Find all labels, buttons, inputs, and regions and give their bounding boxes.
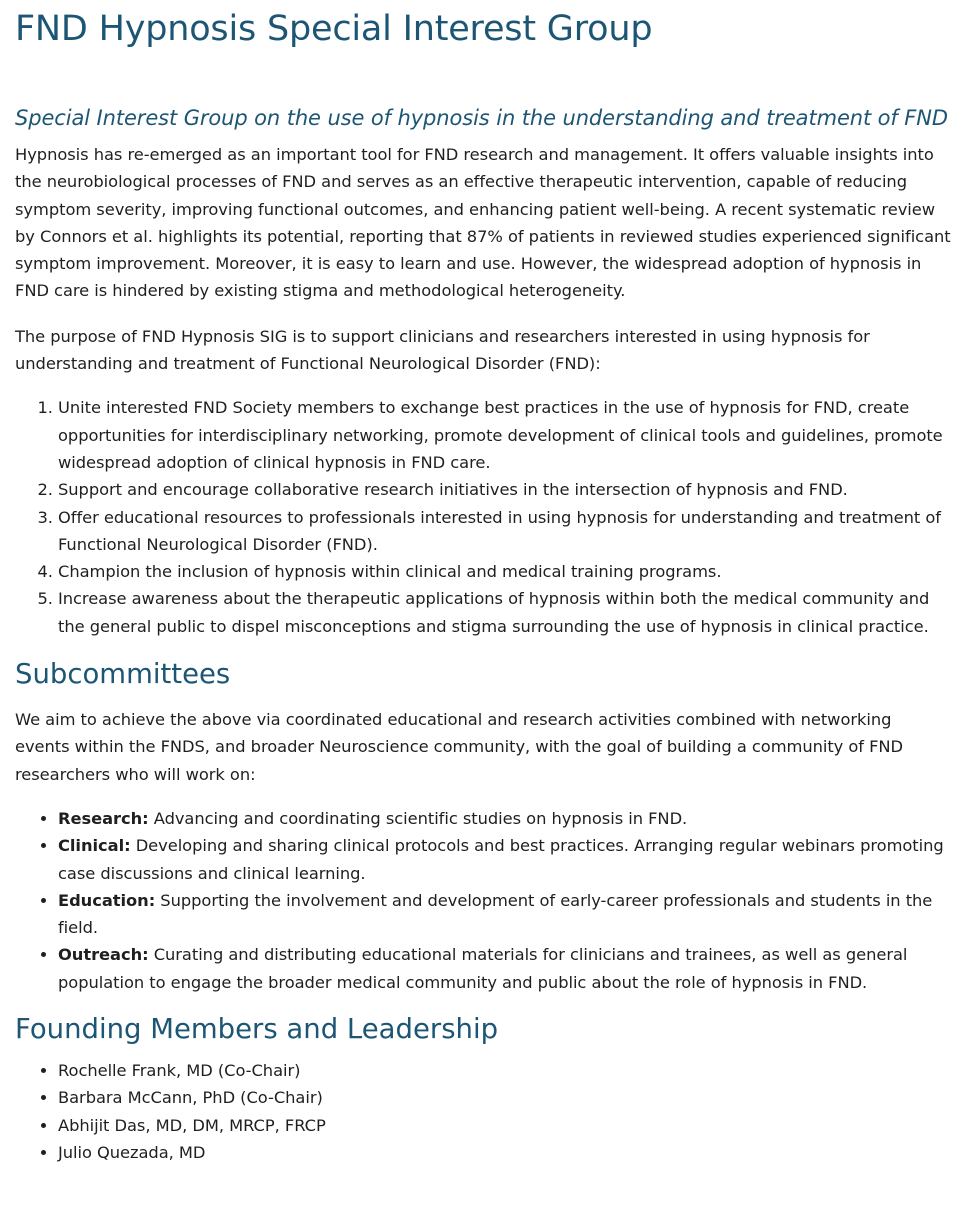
page-content	[0, 7, 966, 1166]
member-item: • Rochelle Frank, MD (Co-Chair)	[58, 1057, 951, 1084]
subcommittee-label: Outreach:	[58, 945, 149, 965]
members-list	[15, 1057, 951, 1166]
subcommittee-list	[15, 805, 951, 996]
goals-list	[15, 394, 951, 640]
goal-item: 3. Offer educational resources to professionals interested in using hypnosis for understanding and treatment of Functional Neurological Disorder (FND).	[58, 504, 951, 559]
purpose-paragraph: The purpose of FND Hypnosis SIG is to support clinicians and researchers interested in using hypnosis for understanding and treatment of Functional Neurological Disorder (FND):	[15, 326, 870, 374]
subcommittee-label: Education:	[58, 890, 156, 910]
goal-item: 1. Unite interested FND Society members to exchange best practices in the use of hypnosis for FND, create opportunities for interdisciplinary networking, promote development of clinical tools and guidelines, promote widespread adoption of clinical hypnosis in FND care.	[58, 394, 951, 476]
goal-item: 5. Increase awareness about the therapeutic applications of hypnosis within both the medical community and the general public to dispel misconceptions and stigma surrounding the use of hypnosis in clinical practice.	[58, 585, 951, 640]
member-item: • Julio Quezada, MD	[58, 1139, 951, 1166]
subcommittees-heading: Subcommittees	[15, 658, 231, 691]
subcommittee-item-clinical	[58, 832, 951, 887]
page-title: FND Hypnosis Special Interest Group	[15, 9, 653, 49]
intro-paragraph: Hypnosis has re-emerged as an important tool for FND research and management. It offers valuable insights into the neurobiological processes of FND and serves as an effective therapeutic intervention, capable of reducing symptom severity, improving functional outcomes, and enhancing patient well-being. A recent systematic review by Connors et al. highlights its potential, reporting that 87% of patients in reviewed studies experienced significant symptom improvement. Moreover, it is easy to learn and use. However, the widespread adoption of hypnosis in FND care is hindered by existing stigma and methodological heterogeneity.	[15, 145, 951, 301]
subcommittee-label: Clinical:	[58, 836, 131, 856]
subcommittee-text: Curating and distributing educational materials for clinicians and trainees, as well as general population to engage the broader medical community and public about the role of hypnosis in FND.	[58, 945, 908, 992]
goal-item: 2. Support and encourage collaborative research initiatives in the intersection of hypnosis and FND.	[58, 476, 951, 503]
member-item: • Abhijit Das, MD, DM, MRCP, FRCP	[58, 1112, 951, 1139]
subcommittee-item-research	[58, 805, 951, 832]
subcommittee-label: Research:	[58, 808, 149, 828]
subcommittee-item-outreach	[58, 941, 951, 996]
subcommittee-text: Supporting the involvement and development of early-career professionals and students in the field.	[58, 890, 933, 938]
subcommittee-text: Developing and sharing clinical protocols and best practices. Arranging regular webinars promoting case discussions and clinical learning.	[58, 836, 944, 883]
member-item: • Barbara McCann, PhD (Co-Chair)	[58, 1084, 951, 1111]
subcommittee-text: Advancing and coordinating scientific studies on hypnosis in FND.	[148, 808, 688, 828]
goal-item: 4. Champion the inclusion of hypnosis within clinical and medical training programs.	[58, 558, 951, 585]
aim-paragraph: We aim to achieve the above via coordinated educational and research activities combined with networking events within the FNDS, and broader Neuroscience community, with the goal of building a community of FND researchers who will work on:	[15, 710, 904, 784]
page-subtitle: Special Interest Group on the use of hypnosis in the understanding and treatment of FND	[15, 106, 948, 130]
subcommittee-item-education	[58, 887, 951, 942]
founding-heading: Founding Members and Leadership	[15, 1013, 499, 1046]
